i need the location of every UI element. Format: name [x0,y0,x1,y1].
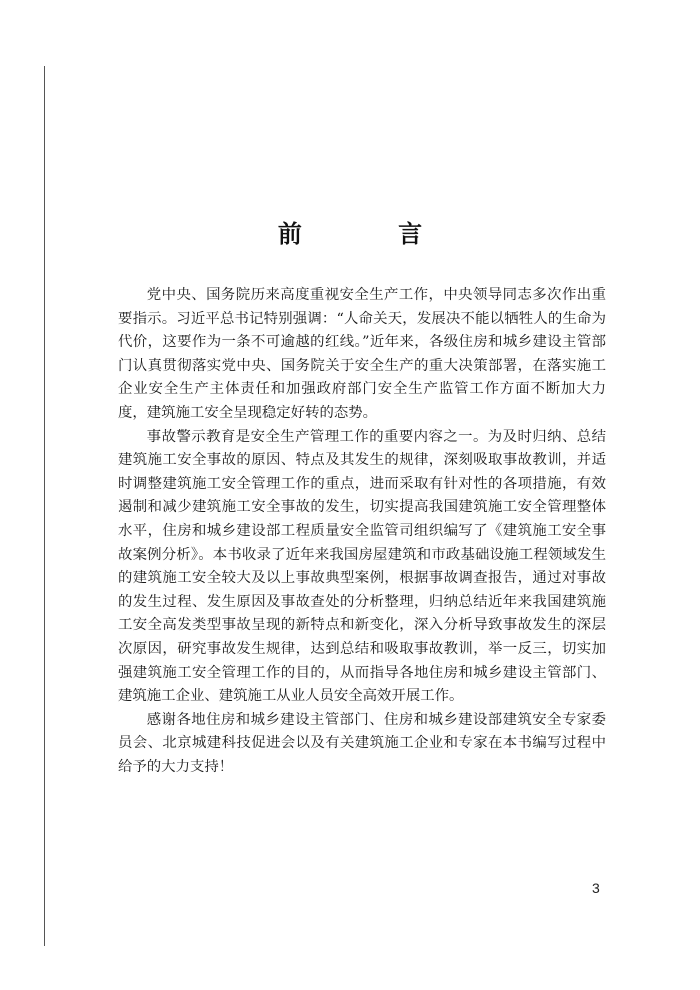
paragraph-3: 感谢各地住房和城乡建设主管部门、住房和城乡建设部建筑安全专家委员会、北京城建科技促进会以及有关建筑施工企业和专家在本书编写过程中给予的大力支持！ [118,711,606,775]
binding-margin-line [44,66,45,946]
page-number: 3 [592,880,600,896]
page-title: 前 言 [277,220,467,248]
paragraph-2: 事故警示教育是安全生产管理工作的重要内容之一。为及时归纳、总结建筑施工安全事故的原因、特点及其发生的规律，深刻吸取事故教训，并适时调整建筑施工安全管理工作的重点，进而采取有针对性的各项措施，有效遏制和减少建筑施工安全事故的发生，切实提高我国建筑施工安全管理整体水平，住房和城乡建设部工程质量安全监管司组织编写了《建筑施工安全事故案例分析》。本书收录了近年来我国房屋建筑和市政基础设施工程领域发生的建筑施工安全较大及以上事故典型案例，根据事故调查报告，通过对事故的发生过程、发生原因及事故查处的分析整理，归纳总结近年来我国建筑施工安全高发类型事故呈现的新特点和新变化，深入分析导致事故发生的深层次原因，研究事故发生规律，达到总结和吸取事故教训，举一反三，切实加强建筑施工安全管理工作的目的，从而指导各地住房和城乡建设主管部门、建筑施工企业、建筑施工从业人员安全高效开展工作。 [118,428,606,705]
paragraph-1: 党中央、国务院历来高度重视安全生产工作，中央领导同志多次作出重要指示。习近平总书记特别强调：“人命关天，发展决不能以牺牲人的生命为代价，这要作为一条不可逾越的红线。”近年来，各级住房和城乡建设主管部门认真贯彻落实党中央、国务院关于安全生产的重大决策部署，在落实施工企业安全生产主体责任和加强政府部门安全生产监管工作方面不断加大力度，建筑施工安全呈现稳定好转的态势。 [118,287,606,421]
preface-body [118,284,606,779]
